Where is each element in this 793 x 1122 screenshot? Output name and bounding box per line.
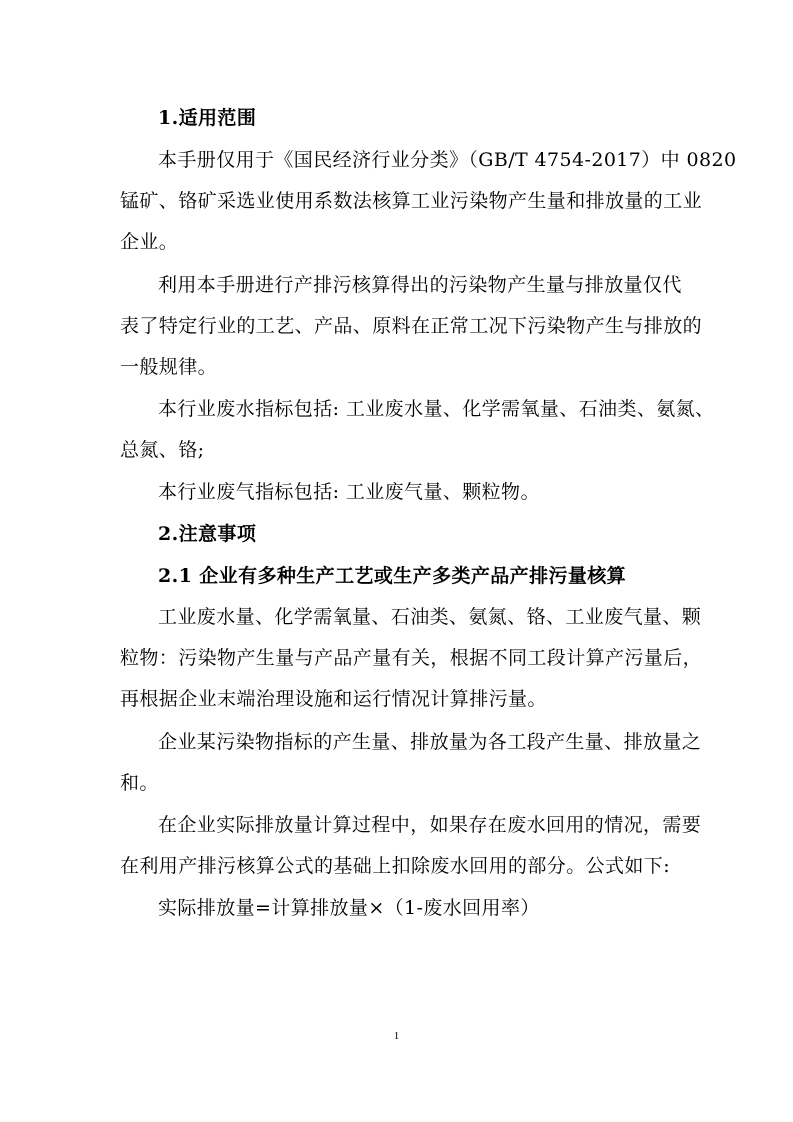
paragraph-line: 本行业废水指标包括: 工业废水量、化学需氧量、石油类、氨氮、 <box>158 398 715 420</box>
paragraph-line: 表了特定行业的工艺、产品、原料在正常工况下污染物产生与排放的 <box>120 315 703 337</box>
formula-line: 实际排放量=计算排放量×（1-废水回用率） <box>158 897 540 919</box>
paragraph-line: 本手册仅用于《国民经济行业分类》（GB/T 4754-2017）中 0820 <box>158 149 737 171</box>
paragraph-line: 工业废水量、化学需氧量、石油类、氨氮、铬、工业废气量、颗 <box>158 606 702 628</box>
section-2-1-heading: 2.1 企业有多种生产工艺或生产多类产品产排污量核算 <box>158 565 627 587</box>
paragraph-line: 本行业废气指标包括: 工业废气量、颗粒物。 <box>158 481 540 503</box>
section-2-heading: 2.注意事项 <box>158 523 257 545</box>
paragraph-line: 企业某污染物指标的产生量、排放量为各工段产生量、排放量之 <box>158 731 702 753</box>
paragraph-line: 总氮、铬; <box>120 439 205 461</box>
paragraph-line: 在利用产排污核算公式的基础上扣除废水回用的部分。公式如下: <box>120 855 671 877</box>
paragraph-line: 再根据企业末端治理设施和运行情况计算排污量。 <box>120 688 547 710</box>
paragraph-line: 企业。 <box>120 231 179 253</box>
paragraph-line: 锰矿、铬矿采选业使用系数法核算工业污染物产生量和排放量的工业 <box>120 190 703 212</box>
paragraph-line: 一般规律。 <box>120 356 218 378</box>
paragraph-line: 利用本手册进行产排污核算得出的污染物产生量与排放量仅代 <box>158 274 682 296</box>
paragraph-line: 粒物：污染物产生量与产品产量有关，根据不同工段计算产污量后， <box>120 647 703 669</box>
paragraph-line: 和。 <box>120 772 159 794</box>
page-number: 1 <box>393 1030 400 1042</box>
paragraph-line: 在企业实际排放量计算过程中，如果存在废水回用的情况，需要 <box>158 814 702 836</box>
section-1-heading: 1.适用范围 <box>158 107 257 129</box>
